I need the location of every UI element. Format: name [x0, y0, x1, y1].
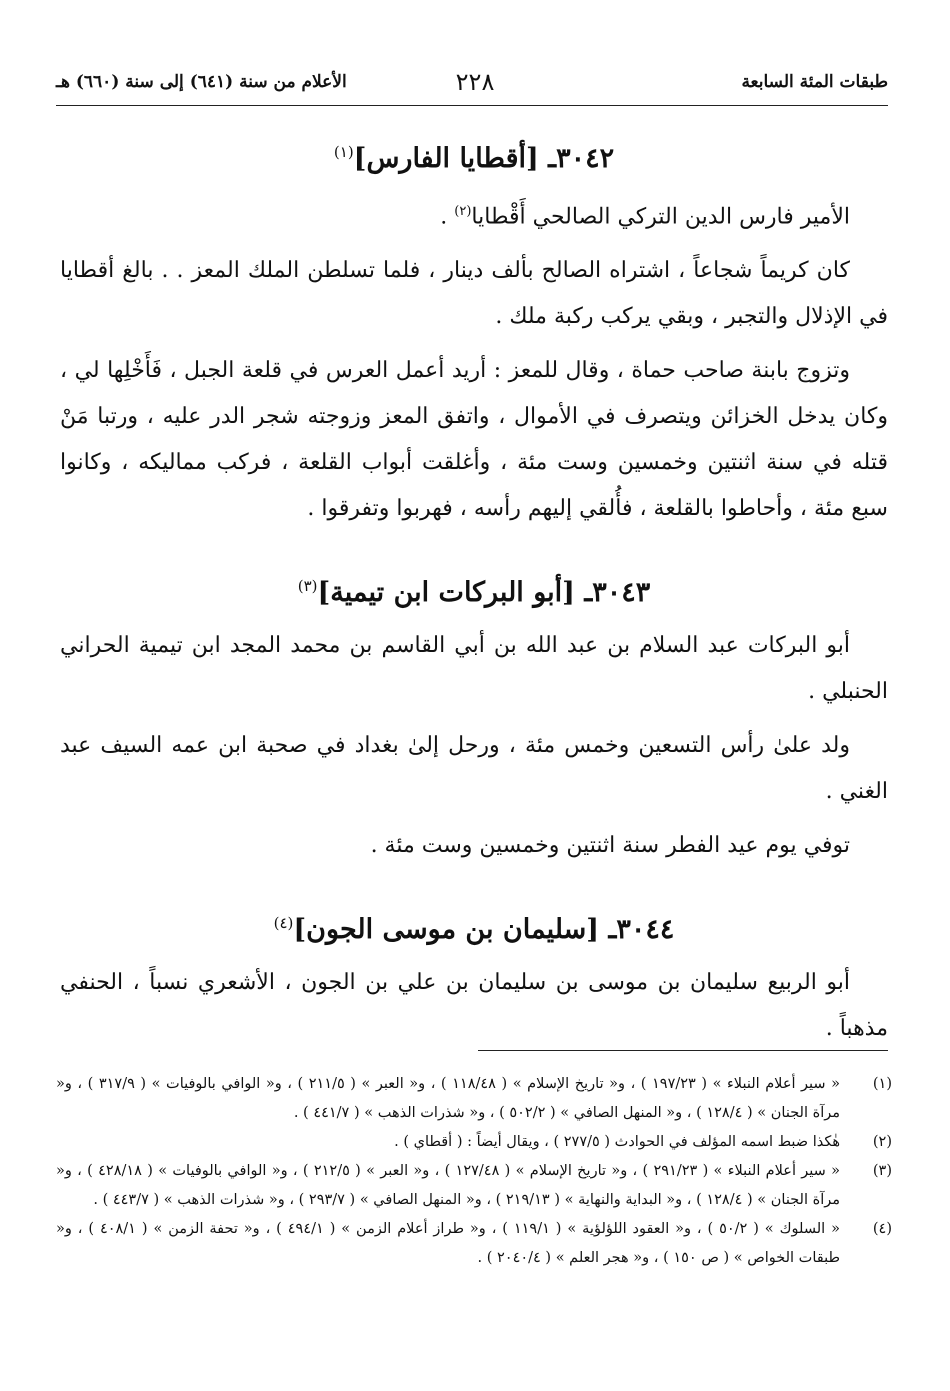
paragraph: أبو الربيع سليمان بن موسى بن سليمان بن علي بن الجون ، الأشعري نسباً ، الحنفي مذهباً . — [60, 970, 888, 1042]
header-divider — [56, 105, 888, 106]
page-number: ٢٢٨ — [455, 68, 495, 96]
footnote-text: « سير أعلام النبلاء » ( ١٩٧/٢٣ ) ، و« تاريخ الإسلام » ( ١١٨/٤٨ ) ، و« العبر » ( ٢١١/٥ ) ، و« الوافي بالوفيات » ( ٣١٧/٩ ) ، و« مرآة الجنان » ( ١٢٨/٤ ) ، و« المنهل الصافي » ( ٥٠٢/٢ ) ، و« شذرات الذهب » ( ٤٤١/٧ ) . — [56, 1076, 840, 1121]
entry-title: ٣٠٤٢ـ [أقطايا الفارس]$^{(١)}$ — [333, 143, 615, 174]
footnote-ref: (٢) — [454, 204, 472, 219]
paragraph: وتزوج بابنة صاحب حماة ، وقال للمعز : أريد أعمل العرس في قلعة الجبل ، فَأَخْلِها لي ، وكان يدخل الخزائن ويتصرف في الأموال ، واتفق المعز وزوجته شجر الدر عليه ، ورتبا مَنْ قتله في سنة اثنتين وخمسين وست مئة ، وأغلقت أبواب القلعة ، فركب مماليكه ، وكانوا سبع مئة ، وأحاطوا بالقلعة ، فأُلقي إليهم رأسه ، فهربوا وتفرقوا . — [60, 358, 888, 522]
footnote-text: « السلوك » ( ٥٠/٢ ) ، و« العقود اللؤلؤية » ( ١١٩/١ ) ، و« طراز أعلام الزمن » ( ٤٩٤/١ ) ، و« تحفة الزمن » ( ٤٠٨/١ ) ، و« طبقات الخواص » ( ص ١٥٠ ) ، و« هجر العلم » ( ٢٠٤٠/٤ ) . — [56, 1221, 840, 1266]
footnote — [56, 1070, 892, 1128]
footnote-number: (٢) — [872, 1134, 892, 1150]
footnotes — [56, 1070, 892, 1273]
running-header-right: طبقات المئة السابعة — [741, 72, 888, 92]
footnote-ref: (٤) — [273, 914, 294, 933]
footnote-number: (١) — [872, 1076, 892, 1092]
footnote-divider — [478, 1050, 888, 1051]
footnote — [56, 1215, 892, 1273]
paragraph: كان كريماً شجاعاً ، اشتراه الصالح بألف دينار ، فلما تسلطن الملك المعز . . بالغ أقطايا في الإذلال والتجبر ، وبقي يركب ركبة ملك . — [60, 258, 888, 330]
footnote-ref: (٣) — [297, 577, 318, 596]
paragraph: الأمير فارس الدين التركي الصالحي أَقْطايا$^{(٢)}$ . — [440, 204, 850, 230]
paragraph: ولد علىٰ رأس التسعين وخمس مئة ، ورحل إلىٰ بغداد في صحبة ابن عمه السيف عبد الغني . — [60, 733, 888, 805]
entry-title: ٣٠٤٤ـ [سليمان بن موسى الجون]$^{(٤)}$ — [273, 914, 675, 946]
spacer — [60, 540, 888, 562]
footnote — [56, 1157, 892, 1215]
footnote-text: هٰكذا ضبط اسمه المؤلف في الحوادث ( ٢٧٧/٥ ) ، ويقال أيضاً : ( أقطاي ) . — [394, 1134, 840, 1150]
footnote-number: (٤) — [872, 1221, 892, 1237]
main-text — [60, 128, 888, 1060]
footnote-number: (٣) — [872, 1163, 892, 1179]
footnote-text: « سير أعلام النبلاء » ( ٢٩١/٢٣ ) ، و« تاريخ الإسلام » ( ١٢٧/٤٨ ) ، و« العبر » ( ٢١٢/٥ ) ، و« الوافي بالوفيات » ( ٤٢٨/١٨ ) ، و« مرآة الجنان » ( ١٢٨/٤ ) ، و« البداية والنهاية » ( ٢١٩/١٣ ) ، و« المنهل الصافي » ( ٢٩٣/٧ ) ، و« شذرات الذهب » ( ٤٤٣/٧ ) . — [56, 1163, 840, 1208]
paragraph: توفي يوم عيد الفطر سنة اثنتين وخمسين وست مئة . — [370, 833, 850, 859]
entry-title: ٣٠٤٣ـ [أبو البركات ابن تيمية]$^{(٣)}$ — [297, 577, 651, 609]
entry-3044 — [60, 899, 888, 1052]
spacer — [60, 877, 888, 899]
paragraph: أبو البركات عبد السلام بن عبد الله بن أبي القاسم بن محمد المجد ابن تيمية الحراني الحنبلي . — [60, 633, 888, 705]
entry-3042 — [60, 128, 888, 532]
running-header-left: الأعلام من سنة (٦٤١) إلى سنة (٦٦٠) هـ — [56, 72, 347, 92]
footnote-ref: (١) — [333, 143, 354, 161]
footnote — [56, 1128, 892, 1157]
entry-3043 — [60, 562, 888, 869]
